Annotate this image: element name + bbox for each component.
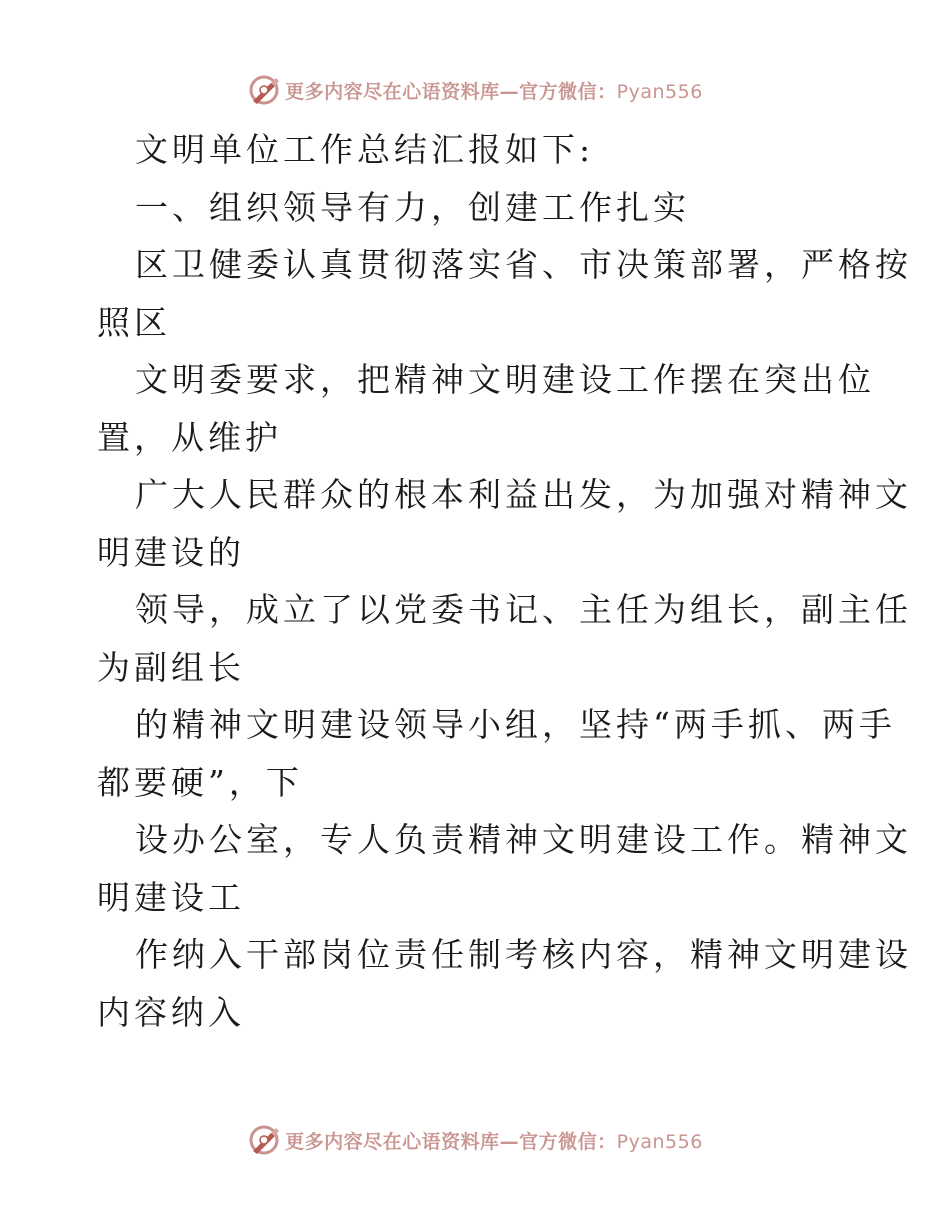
document-body — [97, 121, 912, 1041]
watermark-wechat-id: Pyan556 — [616, 1130, 703, 1153]
text-line: 设办公室，专人负责精神文明建设工作。精神文 — [135, 820, 912, 859]
text-line: 明建设的 — [97, 532, 245, 572]
text-line: 文明委要求，把精神文明建设工作摆在突出位 — [135, 360, 875, 399]
pen-logo-icon — [247, 1123, 281, 1157]
text-line: 照区 — [97, 302, 171, 342]
watermark-text: 更多内容尽在心语资料库—官方微信：Pyan556 — [285, 80, 703, 103]
header-watermark — [0, 70, 950, 110]
watermark-wechat-id: Pyan556 — [616, 80, 703, 103]
text-line: 一、组织领导有力，创建工作扎实 — [135, 187, 690, 227]
text-line: 区卫健委认真贯彻落实省、市决策部署，严格按 — [135, 245, 912, 284]
text-line: 文明单位工作总结汇报如下: — [135, 130, 595, 169]
text-line: 广大人民群众的根本利益出发，为加强对精神文 — [135, 475, 912, 514]
watermark-text: 更多内容尽在心语资料库—官方微信：Pyan556 — [285, 1130, 703, 1153]
text-line: 领导，成立了以党委书记、主任为组长，副主任 — [135, 590, 912, 629]
pen-logo-icon — [247, 73, 281, 107]
text-line: 明建设工 — [97, 877, 245, 917]
text-line: 置，从维护 — [97, 417, 282, 457]
text-line: 都要硬”，下 — [97, 762, 303, 802]
text-line: 作纳入干部岗位责任制考核内容，精神文明建设 — [135, 935, 912, 974]
text-line: 的精神文明建设领导小组，坚持“两手抓、两手 — [135, 705, 896, 744]
text-line: 内容纳入 — [97, 992, 245, 1032]
footer-watermark — [0, 1120, 950, 1160]
text-line: 为副组长 — [97, 647, 245, 687]
